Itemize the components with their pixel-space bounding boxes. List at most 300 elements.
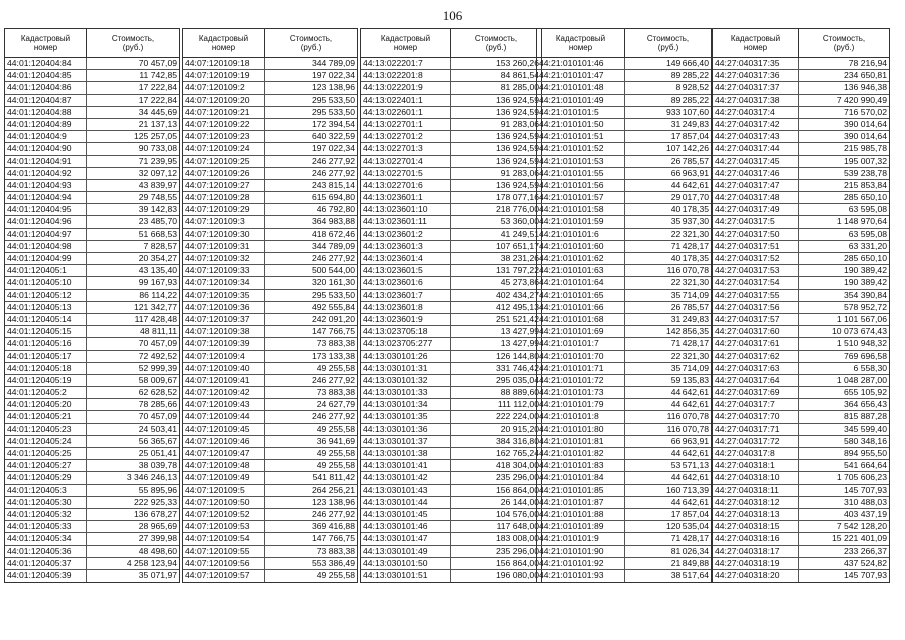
table-row — [5, 351, 179, 363]
cadastral-number: 44:27:040317:37 — [713, 82, 799, 93]
table-row — [183, 229, 357, 241]
table-row — [361, 204, 541, 216]
cadastral-number: 44:13:022701:6 — [361, 180, 451, 191]
table-row — [713, 107, 889, 119]
table-row — [5, 277, 179, 289]
cadastral-number: 44:13:030101:50 — [361, 558, 451, 569]
cost-value: 99 167,93 — [138, 277, 177, 288]
cost-value: 73 883,38 — [316, 387, 355, 398]
cadastral-number: 44:01:120405:3 — [5, 485, 87, 496]
table-row — [5, 95, 179, 107]
cost-value: 390 014,64 — [843, 118, 887, 129]
cost-value: 243 815,14 — [311, 179, 355, 190]
cost-value: 59 135,83 — [670, 374, 709, 385]
table-row — [713, 70, 889, 82]
table-row — [361, 95, 541, 107]
cadastral-number: 44:13:030101:31 — [361, 363, 451, 374]
cadastral-number: 44:13:023601:7 — [361, 290, 451, 301]
cost-value: 72 492,52 — [138, 350, 177, 361]
cadastral-number: 44:01:120405:24 — [5, 436, 87, 447]
cadastral-number: 44:01:120405:14 — [5, 314, 87, 325]
cost-table-3 — [360, 28, 542, 583]
table-row — [183, 424, 357, 436]
cadastral-number: 44:21:010101:89 — [537, 521, 625, 532]
cost-value: 4 258 123,94 — [126, 557, 177, 568]
table-row — [361, 326, 541, 338]
table-row — [5, 302, 179, 314]
table-row — [183, 472, 357, 484]
cost-value: 36 941,69 — [316, 435, 355, 446]
cadastral-number: 44:21:010101:69 — [537, 326, 625, 337]
cost-value: 29 748,55 — [138, 192, 177, 203]
cost-value: 17 857,04 — [670, 508, 709, 519]
cadastral-number: 44:27:040317:61 — [713, 338, 799, 349]
table-row — [713, 363, 889, 375]
cadastral-number: 44:21:010101:84 — [537, 472, 625, 483]
cost-value: 73 883,38 — [316, 338, 355, 349]
cost-value: 580 348,16 — [843, 435, 887, 446]
cadastral-number: 44:07:120109:43 — [183, 399, 265, 410]
cadastral-number: 44:21:010101:46 — [537, 58, 625, 69]
cost-value: 246 277,92 — [311, 167, 355, 178]
cadastral-number: 44:21:010101:88 — [537, 509, 625, 520]
cost-value: 21 137,13 — [138, 118, 177, 129]
cadastral-number: 44:27:040317:51 — [713, 241, 799, 252]
table-row — [5, 70, 179, 82]
table-row — [713, 143, 889, 155]
cost-value: 44 642,61 — [670, 472, 709, 483]
table-row — [183, 558, 357, 570]
cadastral-number: 44:21:010101:60 — [537, 241, 625, 252]
cost-value: 136 946,38 — [843, 82, 887, 93]
cadastral-number: 44:01:120405:23 — [5, 424, 87, 435]
cadastral-number: 44:01:120405:13 — [5, 302, 87, 313]
cost-value: 156 864,00 — [495, 484, 539, 495]
cost-value: 20 354,27 — [138, 253, 177, 263]
table-row — [537, 558, 711, 570]
cadastral-number: 44:01:120405:33 — [5, 521, 87, 532]
cadastral-number: 44:27:040317:5 — [713, 216, 799, 227]
table-row — [183, 314, 357, 326]
cost-value: 41 249,51 — [500, 228, 539, 239]
cadastral-number: 44:07:120109:55 — [183, 546, 265, 557]
table-row — [537, 265, 711, 277]
cost-value: 73 883,38 — [316, 545, 355, 556]
cost-value: 246 277,92 — [311, 508, 355, 519]
table-row — [5, 192, 179, 204]
cost-value: 345 599,40 — [843, 423, 887, 434]
cost-value: 84 861,54 — [500, 70, 539, 81]
cost-value: 63 595,08 — [848, 204, 887, 215]
cadastral-number: 44:01:120404:99 — [5, 253, 87, 264]
table-row — [537, 290, 711, 302]
table-row — [183, 302, 357, 314]
table-row — [183, 265, 357, 277]
header-cost: Стоимость, (руб.) — [646, 34, 690, 52]
cost-value: 25 051,41 — [138, 448, 177, 458]
table-row — [183, 156, 357, 168]
table-row — [537, 460, 711, 472]
cadastral-number: 44:13:030101:46 — [361, 521, 451, 532]
cost-value: 22 321,30 — [670, 228, 709, 239]
table-row — [361, 521, 541, 533]
table-row — [5, 338, 179, 350]
cost-value: 149 666,40 — [665, 58, 709, 68]
table-row — [713, 387, 889, 399]
table-row — [361, 192, 541, 204]
table-row — [183, 277, 357, 289]
cost-value: 43 135,40 — [138, 265, 177, 276]
table-row — [713, 424, 889, 436]
cadastral-number: 44:27:040317:57 — [713, 314, 799, 325]
cost-value: 58 009,67 — [138, 374, 177, 385]
cadastral-number: 44:01:120405:16 — [5, 338, 87, 349]
cadastral-number: 44:13:022701:2 — [361, 131, 451, 142]
table-row — [537, 485, 711, 497]
cadastral-number: 44:27:040317:8 — [713, 448, 799, 459]
cadastral-number: 44:07:120109:23 — [183, 131, 265, 142]
cost-value: 24 503,41 — [138, 423, 177, 434]
table-row — [5, 546, 179, 558]
cost-value: 500 544,00 — [311, 265, 355, 276]
cost-value: 116 070,78 — [666, 411, 709, 422]
page-number: 106 — [442, 8, 463, 23]
cadastral-number: 44:01:120404:85 — [5, 70, 87, 81]
table-row — [537, 107, 711, 119]
cost-value: 48 811,11 — [140, 326, 177, 337]
table-row — [183, 436, 357, 448]
table-row — [713, 192, 889, 204]
table-row — [183, 168, 357, 180]
cost-value: 173 133,38 — [311, 350, 355, 361]
table-row — [537, 70, 711, 82]
cadastral-number: 44:01:120405:15 — [5, 326, 87, 337]
cost-value: 136 924,59 — [495, 106, 539, 117]
cost-value: 1 148 970,64 — [836, 216, 887, 227]
cadastral-number: 44:01:120404:87 — [5, 95, 87, 106]
table-row — [5, 204, 179, 216]
cost-value: 66 963,91 — [670, 167, 709, 178]
cost-value: 71 428,17 — [670, 240, 709, 251]
cadastral-number: 44:07:120109:42 — [183, 387, 265, 398]
cadastral-number: 44:01:120405:34 — [5, 533, 87, 544]
cost-value: 640 322,59 — [311, 131, 355, 142]
table-row — [183, 570, 357, 582]
cost-value: 190 389,42 — [843, 265, 887, 276]
cost-value: 384 316,80 — [495, 435, 539, 446]
cost-value: 233 266,37 — [843, 545, 887, 556]
cost-value: 242 091,20 — [311, 313, 355, 324]
cost-value: 197 022,34 — [311, 143, 355, 154]
table-row — [537, 338, 711, 350]
cost-value: 40 178,35 — [670, 204, 709, 215]
table-row — [5, 399, 179, 411]
cost-value: 81 285,00 — [500, 82, 539, 93]
header-cadastral-number: Кадастровый номер — [537, 29, 625, 57]
table-row — [183, 363, 357, 375]
table-row — [537, 241, 711, 253]
cost-value: 285 650,10 — [843, 192, 887, 203]
cadastral-number: 44:27:040317:47 — [713, 180, 799, 191]
cadastral-number: 44:07:120109:31 — [183, 241, 265, 252]
cost-value: 295 533,50 — [311, 289, 355, 300]
table-row — [537, 411, 711, 423]
table-row — [5, 156, 179, 168]
cadastral-number: 44:27:040318:19 — [713, 558, 799, 569]
cadastral-number: 44:21:010101:7 — [537, 338, 625, 349]
table-row — [713, 314, 889, 326]
cost-value: 26 144,00 — [500, 496, 539, 507]
table-row — [361, 70, 541, 82]
table-row — [713, 436, 889, 448]
cadastral-number: 44:07:120109:49 — [183, 472, 265, 483]
cost-value: 354 390,84 — [843, 289, 887, 300]
cost-value: 136 924,59 — [495, 155, 539, 166]
cadastral-number: 44:21:010101:64 — [537, 277, 625, 288]
cadastral-number: 44:07:120109:2 — [183, 82, 265, 93]
table-header — [713, 29, 889, 58]
table-row — [183, 82, 357, 94]
cost-value: 17 857,04 — [670, 131, 709, 142]
table-row — [361, 156, 541, 168]
cost-value: 215 853,84 — [843, 179, 887, 190]
table-row — [713, 204, 889, 216]
cost-value: 63 595,08 — [848, 228, 887, 239]
table-row — [537, 204, 711, 216]
cadastral-number: 44:13:023601:4 — [361, 253, 451, 264]
cost-value: 26 785,57 — [670, 155, 709, 166]
cadastral-number: 44:27:040317:38 — [713, 95, 799, 106]
cadastral-number: 44:21:010101:79 — [537, 399, 625, 410]
table-row — [5, 460, 179, 472]
table-row — [713, 180, 889, 192]
cadastral-number: 44:01:120405:27 — [5, 460, 87, 471]
table-row — [713, 216, 889, 228]
cadastral-number: 44:07:120109:36 — [183, 302, 265, 313]
cadastral-number: 44:21:010101:93 — [537, 570, 625, 582]
table-header — [361, 29, 541, 58]
cost-value: 218 776,00 — [495, 204, 539, 215]
table-row — [713, 241, 889, 253]
table-row — [5, 265, 179, 277]
cadastral-number: 44:01:120405:1 — [5, 265, 87, 276]
cadastral-number: 44:27:040318:10 — [713, 472, 799, 483]
table-row — [361, 168, 541, 180]
cadastral-number: 44:13:030101:42 — [361, 472, 451, 483]
table-row — [537, 399, 711, 411]
table-row — [537, 363, 711, 375]
cadastral-number: 44:13:022201:9 — [361, 82, 451, 93]
cadastral-number: 44:21:010101:47 — [537, 70, 625, 81]
table-row — [713, 277, 889, 289]
table-row — [5, 497, 179, 509]
table-row — [537, 82, 711, 94]
cost-value: 553 386,49 — [311, 557, 355, 568]
table-row — [183, 253, 357, 265]
cadastral-number: 44:27:040317:35 — [713, 58, 799, 69]
cost-value: 541 811,42 — [312, 472, 355, 483]
cadastral-number: 44:13:030101:38 — [361, 448, 451, 459]
table-row — [713, 351, 889, 363]
cost-value: 104 576,00 — [495, 508, 539, 519]
cadastral-number: 44:01:120405:2 — [5, 387, 87, 398]
cost-value: 126 144,80 — [495, 350, 539, 361]
table-row — [183, 192, 357, 204]
cadastral-number: 44:27:040317:46 — [713, 168, 799, 179]
table-row — [361, 509, 541, 521]
table-row — [537, 570, 711, 582]
cadastral-number: 44:07:120109:32 — [183, 253, 265, 264]
cost-value: 120 535,04 — [665, 521, 709, 532]
table-row — [5, 290, 179, 302]
cost-value: 11 742,85 — [139, 70, 177, 81]
cost-value: 35 714,09 — [670, 362, 709, 373]
cadastral-number: 44:27:040318:16 — [713, 533, 799, 544]
table-row — [183, 143, 357, 155]
cost-value: 172 394,54 — [311, 118, 355, 129]
cost-value: 66 963,91 — [670, 435, 709, 446]
table-row — [537, 168, 711, 180]
cost-value: 10 073 674,43 — [832, 326, 887, 337]
cost-value: 222 224,00 — [495, 411, 539, 422]
cadastral-number: 44:01:120405:18 — [5, 363, 87, 374]
cost-value: 28 965,69 — [138, 521, 177, 532]
cost-value: 43 839,97 — [138, 179, 177, 190]
table-row — [183, 241, 357, 253]
cadastral-number: 44:07:120109:5 — [183, 485, 265, 496]
cost-value: 89 285,22 — [670, 94, 709, 105]
cost-value: 190 389,42 — [843, 277, 887, 288]
cadastral-number: 44:21:010101:63 — [537, 265, 625, 276]
cadastral-number: 44:27:040317:56 — [713, 302, 799, 313]
cost-value: 49 255,58 — [316, 423, 355, 434]
table-row — [537, 448, 711, 460]
cadastral-number: 44:01:120404:95 — [5, 204, 87, 215]
table-row — [713, 168, 889, 180]
cadastral-number: 44:13:022701:5 — [361, 168, 451, 179]
cadastral-number: 44:21:010101:71 — [537, 363, 625, 374]
cadastral-number: 44:01:120405:17 — [5, 351, 87, 362]
cost-value: 17 222,84 — [138, 94, 177, 105]
cadastral-number: 44:21:010101:80 — [537, 424, 625, 435]
table-row — [183, 290, 357, 302]
table-row — [183, 411, 357, 423]
cost-value: 246 277,92 — [311, 374, 355, 385]
table-row — [713, 326, 889, 338]
cost-value: 369 416,88 — [311, 521, 355, 532]
cadastral-number: 44:07:120109:54 — [183, 533, 265, 544]
cost-table-4 — [536, 28, 712, 583]
cadastral-number: 44:21:010101:58 — [537, 204, 625, 215]
table-row — [5, 229, 179, 241]
cost-value: 285 650,10 — [843, 253, 887, 263]
cadastral-number: 44:21:010101:65 — [537, 290, 625, 301]
table-row — [537, 326, 711, 338]
cost-value: 7 420 990,49 — [836, 94, 887, 105]
cadastral-number: 44:07:120109:18 — [183, 58, 265, 69]
cadastral-number: 44:13:023601:10 — [361, 204, 451, 215]
cadastral-number: 44:27:040317:55 — [713, 290, 799, 301]
cadastral-number: 44:13:030101:32 — [361, 375, 451, 386]
cadastral-number: 44:07:120109:25 — [183, 156, 265, 167]
cadastral-number: 44:21:010101:55 — [537, 168, 625, 179]
table-row — [713, 253, 889, 265]
cost-value: 44 642,61 — [670, 387, 709, 398]
cost-value: 48 498,60 — [138, 545, 177, 556]
header-cost: Стоимость, (руб.) — [822, 34, 866, 52]
cadastral-number: 44:27:040317:69 — [713, 387, 799, 398]
cadastral-number: 44:01:120405:10 — [5, 277, 87, 288]
cost-value: 310 488,03 — [843, 496, 887, 507]
cadastral-number: 44:13:023601:8 — [361, 302, 451, 313]
table-row — [537, 216, 711, 228]
cost-value: 403 437,19 — [843, 508, 887, 519]
cost-value: 49 255,58 — [316, 362, 355, 373]
cadastral-number: 44:07:120109:28 — [183, 192, 265, 203]
cost-value: 246 277,92 — [311, 253, 355, 263]
cadastral-number: 44:07:120109:27 — [183, 180, 265, 191]
cost-value: 295 533,50 — [311, 106, 355, 117]
table-row — [713, 229, 889, 241]
cost-value: 91 283,06 — [500, 118, 539, 129]
cadastral-number: 44:07:120109:53 — [183, 521, 265, 532]
table-row — [5, 411, 179, 423]
cost-value: 86 114,22 — [139, 289, 177, 300]
cadastral-number: 44:27:040317:54 — [713, 277, 799, 288]
table-row — [183, 448, 357, 460]
cadastral-number: 44:13:023601:1 — [361, 192, 451, 203]
table-row — [361, 363, 541, 375]
cadastral-number: 44:01:120404:92 — [5, 168, 87, 179]
cost-value: 53 360,00 — [500, 216, 539, 227]
cadastral-number: 44:01:120405:39 — [5, 570, 87, 582]
table-row — [5, 509, 179, 521]
cost-value: 26 785,57 — [670, 301, 709, 312]
cost-value: 17 222,84 — [138, 82, 177, 93]
table-row — [713, 460, 889, 472]
cadastral-number: 44:07:120109:37 — [183, 314, 265, 325]
cost-value: 147 766,75 — [311, 533, 355, 544]
cost-value: 1 101 567,06 — [836, 313, 887, 324]
table-row — [537, 387, 711, 399]
cadastral-number: 44:27:040317:63 — [713, 363, 799, 374]
cost-value: 90 733,08 — [138, 143, 177, 154]
table-row — [537, 143, 711, 155]
table-row — [537, 277, 711, 289]
cadastral-number: 44:27:040317:48 — [713, 192, 799, 203]
cadastral-number: 44:27:040317:42 — [713, 119, 799, 130]
cadastral-number: 44:01:120404:89 — [5, 119, 87, 130]
cost-value: 320 161,30 — [311, 277, 355, 288]
cost-value: 815 887,28 — [843, 411, 887, 422]
cadastral-number: 44:13:030101:36 — [361, 424, 451, 435]
cost-value: 178 077,16 — [495, 192, 539, 203]
cost-value: 49 255,58 — [316, 448, 355, 458]
cadastral-number: 44:21:010101:82 — [537, 448, 625, 459]
cost-value: 62 628,52 — [138, 387, 177, 398]
cost-value: 3 346 246,13 — [126, 472, 177, 483]
table-row — [361, 375, 541, 387]
cadastral-number: 44:13:022701:1 — [361, 119, 451, 130]
cost-value: 136 924,59 — [495, 94, 539, 105]
cost-value: 234 650,81 — [843, 70, 887, 81]
cadastral-number: 44:21:010101:50 — [537, 119, 625, 130]
cadastral-number: 44:27:040317:64 — [713, 375, 799, 386]
cadastral-number: 44:21:010101:92 — [537, 558, 625, 569]
cost-value: 117 428,48 — [134, 313, 177, 324]
cost-value: 39 142,83 — [138, 204, 177, 215]
cadastral-number: 44:13:022701:3 — [361, 143, 451, 154]
